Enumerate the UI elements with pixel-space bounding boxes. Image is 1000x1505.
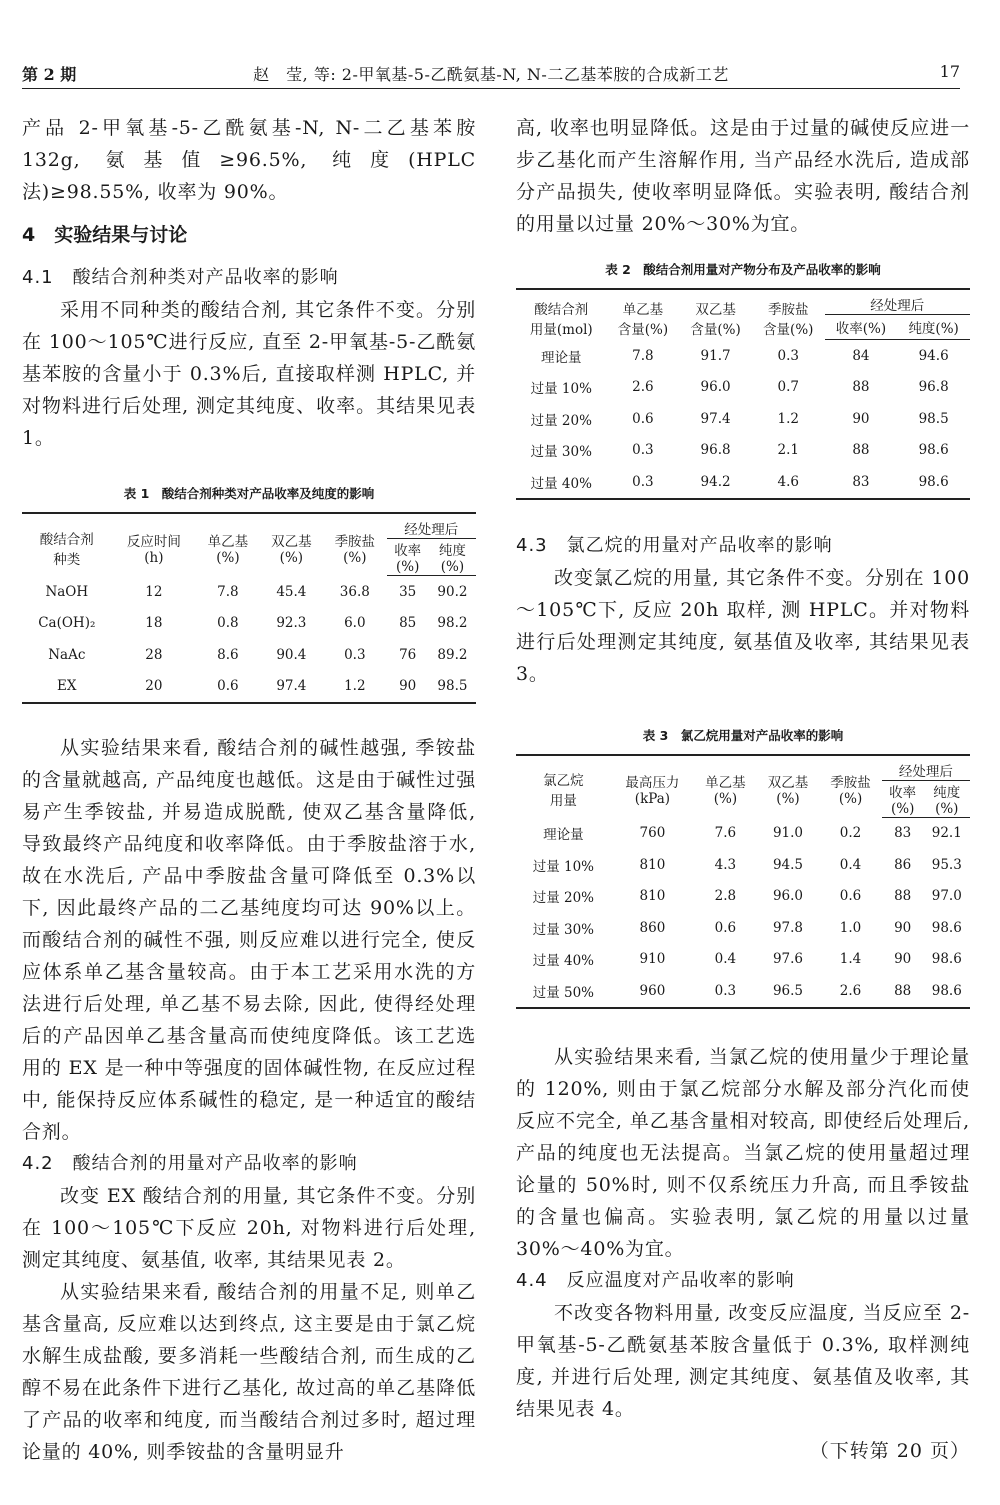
header-label: 双乙基 xyxy=(271,533,312,550)
table-row xyxy=(516,435,970,467)
section-4-2-paragraph: 改变 EX 酸结合剂的用量, 其它条件不变。分别在 100～105℃下反应 20h, 对物料进行后处理, 测定其纯度、氨基值, 收率, 其结果见表 2。 xyxy=(22,1185,476,1271)
table-cell: 过量 20% xyxy=(530,412,592,429)
table-cell: 0.6 xyxy=(632,410,654,427)
header-label: 最高压力 xyxy=(625,775,680,792)
table-cell: Ca(OH)₂ xyxy=(38,615,96,632)
header-label: 含量(%) xyxy=(617,321,669,338)
left-column xyxy=(22,112,476,1468)
table-cell: NaOH xyxy=(45,583,89,600)
table-cell: 1.4 xyxy=(839,951,862,968)
table-cell: 98.2 xyxy=(437,615,468,632)
right-column xyxy=(516,112,970,1425)
table-cell: 0.3 xyxy=(607,466,680,499)
table-cell: 0.4 xyxy=(714,951,737,968)
t1-col-time xyxy=(112,513,197,576)
table-cell: NaAc xyxy=(48,646,86,663)
table-cell: 4.3 xyxy=(714,856,737,873)
table-cell: 90 xyxy=(894,951,912,968)
table-row xyxy=(22,671,476,704)
table-cell: 98.6 xyxy=(924,975,970,1008)
page-number: 17 xyxy=(939,62,960,81)
table1 xyxy=(22,512,476,704)
section-4-1-discussion: 从实验结果来看, 酸结合剂的碱性越强, 季铵盐的含量就越高, 产品纯度也越低。这是由于碱性过强易产生季铵盐, 并易造成脱酰, 使双乙基含量降低, 导致最终产品纯度和收率降低。由于季胺盐溶于水, 故在水洗后, 产品中季胺盐含量可降低至 0.3%以下, 因此最终产品的二乙基纯度均可达 90%以上。而酸结合剂的碱性不强, 则反应难以进行完全, 使反应体系单乙基含量较高。由于本工艺采用水洗的方法进行后处理, 单乙基不易去除, 因此, 使得经处理后的产品因单乙基含量高而使纯度降低。该工艺选用的 EX 是一种中等强度的固体碱性物, 在反应过程中, 能保持反应体系碱性的稳定, 是一种适宜的酸结合剂。 xyxy=(22,737,476,1143)
t2-col-di xyxy=(679,289,752,340)
table-cell: 810 xyxy=(639,888,666,905)
table-cell: 90.4 xyxy=(276,646,307,663)
table-cell: 0.6 xyxy=(196,671,259,704)
table-cell: 12 xyxy=(145,583,163,600)
table-cell: 95.3 xyxy=(931,856,962,873)
header-label: 含量(%) xyxy=(763,321,814,338)
table-cell: 0.3 xyxy=(777,347,799,364)
header-label: 季胺盐 xyxy=(334,533,376,550)
header-label: 单乙基 xyxy=(622,301,664,318)
table-cell: 89.2 xyxy=(437,646,468,663)
header-label: (%) xyxy=(776,791,800,808)
table-cell: 97.4 xyxy=(700,410,731,427)
header-label: 种类 xyxy=(53,551,81,568)
table-cell: 过量 40% xyxy=(516,466,607,499)
table-cell: 理论量 xyxy=(543,827,584,843)
table-cell: 0.8 xyxy=(217,615,239,632)
header-label: 含量(%) xyxy=(690,321,741,338)
table-cell: 7.8 xyxy=(217,583,239,600)
table-cell: 35 xyxy=(399,583,417,600)
table-row xyxy=(516,881,970,913)
table3 xyxy=(516,754,970,1009)
section-4-3-heading: 4.3 氯乙烷的用量对产品收率的影响 xyxy=(516,534,833,556)
t2-col-quat xyxy=(752,289,825,340)
table-cell: 2.6 xyxy=(632,379,654,396)
table-cell: 810 xyxy=(639,856,666,873)
header-label: 用量(mol) xyxy=(529,321,593,338)
t1-col-di xyxy=(260,513,323,576)
header-label: 收率 xyxy=(394,543,422,559)
table-cell: 96.0 xyxy=(772,888,804,905)
t1-col-agent xyxy=(22,513,112,576)
table-cell: 过量 30% xyxy=(532,921,595,938)
header-label: (%) xyxy=(279,549,304,566)
header-label: (%) xyxy=(216,549,240,566)
header-label: 季胺盐 xyxy=(830,775,871,792)
page-header xyxy=(22,62,960,89)
table-cell: 20 xyxy=(112,671,197,704)
table-cell: 97.6 xyxy=(772,951,804,968)
table-cell: 92.1 xyxy=(931,825,962,842)
table-cell: 91.0 xyxy=(772,825,804,841)
header-label: 双乙基 xyxy=(695,301,736,318)
table-cell: 97.0 xyxy=(931,888,962,905)
t2-col-yield: 收率(%) xyxy=(825,315,898,340)
continued-note: （下转第 20 页） xyxy=(809,1440,970,1462)
header-label: 酸结合剂 xyxy=(534,301,589,318)
table-cell: 0.3 xyxy=(344,646,366,663)
t1-col-post: 经处理后 xyxy=(387,513,476,539)
table-cell: 2.1 xyxy=(777,442,799,459)
t1-col-purity xyxy=(429,539,476,576)
t3-col-yield xyxy=(882,780,924,817)
intro-paragraph: 产品 2-甲氧基-5-乙酰氨基-N, N-二乙基苯胺 132g, 氨基值≥96.5%, 纯度(HPLC 法)≥98.55%, 收率为 90%。 xyxy=(22,117,476,203)
table-cell: 96.8 xyxy=(918,379,949,396)
table1-caption: 表 1 酸结合剂种类对产品收率及纯度的影响 xyxy=(123,486,375,501)
table-cell: 91.7 xyxy=(700,347,731,364)
table-cell: 7.8 xyxy=(632,347,654,364)
table-cell: 94.6 xyxy=(918,347,949,364)
table-cell: 98.5 xyxy=(918,410,949,427)
table-cell: 760 xyxy=(639,825,666,841)
table-cell: 过量 10% xyxy=(532,858,595,875)
table-row xyxy=(516,372,970,404)
header-label: (%) xyxy=(396,559,420,575)
table-cell: 98.6 xyxy=(897,466,970,499)
t3-col-di xyxy=(757,755,820,818)
t1-col-mono xyxy=(196,513,259,576)
header-label: (%) xyxy=(838,791,863,808)
table-cell: 0.6 xyxy=(714,919,737,936)
header-label: 单乙基 xyxy=(207,533,249,550)
table-cell: 76 xyxy=(399,646,417,663)
table-cell: 83 xyxy=(894,825,912,842)
table-cell: 84 xyxy=(852,347,870,364)
header-label: (%) xyxy=(935,800,959,817)
t3-col-quat xyxy=(819,755,882,818)
table-cell: 4.6 xyxy=(752,466,825,499)
table-cell: 97.8 xyxy=(772,919,804,936)
table-cell: 2.6 xyxy=(819,975,882,1008)
table-cell: EX xyxy=(22,671,112,704)
table-cell: 98.6 xyxy=(918,442,949,459)
continued-paragraph: 高, 收率也明显降低。这是由于过量的碱使反应进一步乙基化而产生溶解作用, 当产品经水洗后, 造成部分产品损失, 使收率明显降低。实验表明, 酸结合剂的用量以过量 20%～30%为宜。 xyxy=(516,117,970,235)
table-cell: 8.6 xyxy=(217,646,239,663)
table-cell: 88 xyxy=(852,442,870,459)
header-label: 单乙基 xyxy=(705,775,746,792)
table-cell: 36.8 xyxy=(339,583,370,600)
table-cell: 0.7 xyxy=(777,379,799,396)
table-cell: 98.6 xyxy=(931,951,962,968)
table-cell: 90 xyxy=(387,671,429,704)
t3-col-mono xyxy=(694,755,757,818)
table-cell: 94.5 xyxy=(772,856,804,873)
table-cell: 960 xyxy=(611,975,694,1008)
header-label: (%) xyxy=(343,549,367,566)
table-cell: 88 xyxy=(894,888,912,905)
table-cell: 过量 10% xyxy=(530,381,592,398)
table-cell: 过量 40% xyxy=(532,953,595,970)
table-cell: 45.4 xyxy=(276,583,307,600)
t2-col-post: 经处理后 xyxy=(825,289,970,315)
table-cell: 96.5 xyxy=(757,975,820,1008)
header-label: (%) xyxy=(713,791,738,808)
table-cell: 96.0 xyxy=(700,379,731,396)
table-cell: 88 xyxy=(852,379,870,396)
table-cell: 92.3 xyxy=(276,615,307,632)
table-cell: 0.2 xyxy=(839,825,862,841)
table-cell: 0.4 xyxy=(839,856,862,873)
table-row xyxy=(516,466,970,499)
header-label: 收率 xyxy=(889,784,917,801)
issue-number: 第 2 期 xyxy=(22,65,77,84)
table-row xyxy=(516,403,970,435)
table-cell: 过量 20% xyxy=(532,890,595,907)
section-4-1-heading: 4.1 酸结合剂种类对产品收率的影响 xyxy=(22,267,339,288)
table-cell: 1.2 xyxy=(777,410,799,427)
table-row xyxy=(516,340,970,372)
table2 xyxy=(516,288,970,500)
table-cell: 0.3 xyxy=(632,442,654,459)
table-cell: 83 xyxy=(825,466,898,499)
table-cell: 98.6 xyxy=(931,919,962,936)
header-label: (kPa) xyxy=(634,791,671,808)
section-4-3-discussion: 从实验结果来看, 当氯乙烷的使用量少于理论量的 120%, 则由于氯乙烷部分水解及部分汽化而使反应不完全, 单乙基含量相对较高, 即使经后处理后, 产品的纯度也无法提高。当氯乙烷的使用量超过理论量的 50%时, 则不仅系统压力升高, 而且季铵盐的含量也偏高。实验表明, 氯乙烷的用量以过量 30%～40%为宜。 xyxy=(516,1045,970,1260)
table-row xyxy=(516,912,970,944)
table-cell: 6.0 xyxy=(344,615,366,632)
table-cell: 18 xyxy=(145,615,163,632)
table-cell: 2.8 xyxy=(714,888,737,905)
table-row xyxy=(22,639,476,671)
running-title: 赵 莹, 等: 2-甲氧基-5-乙酰氨基-N, N-二乙基苯胺的合成新工艺 xyxy=(253,65,729,84)
table-cell: 910 xyxy=(639,951,666,968)
table-cell: 96.8 xyxy=(700,442,731,459)
table-row xyxy=(22,576,476,608)
table-cell: 28 xyxy=(145,646,163,663)
t1-col-quat xyxy=(323,513,386,576)
t3-col-post: 经处理后 xyxy=(882,755,970,781)
section-4-4-heading: 4.4 反应温度对产品收率的影响 xyxy=(516,1269,795,1291)
header-label: (%) xyxy=(440,559,465,575)
section-4-heading: 4 实验结果与讨论 xyxy=(22,224,188,246)
table-cell: 理论量 xyxy=(541,349,582,366)
table-cell: 90.2 xyxy=(437,583,468,600)
header-label: 纯度 xyxy=(438,543,466,559)
table2-caption: 表 2 酸结合剂用量对产物分布及产品收率的影响 xyxy=(605,262,881,277)
table3-caption: 表 3 氯乙烷用量对产品收率的影响 xyxy=(642,727,844,743)
section-4-3-paragraph: 改变氯乙烷的用量, 其它条件不变。分别在 100～105℃下, 反应 20h 取样, 测 HPLC。并对物料进行后处理测定其纯度, 氨基值及收率, 其结果见表 3。 xyxy=(516,566,970,685)
table-cell: 94.2 xyxy=(679,466,752,499)
header-label: (h) xyxy=(144,549,164,566)
t2-col-agent xyxy=(516,289,607,340)
section-4-2-heading: 4.2 酸结合剂的用量对产品收率的影响 xyxy=(22,1153,358,1174)
table-cell: 860 xyxy=(639,919,666,936)
table-row xyxy=(516,975,970,1008)
table-cell: 1.2 xyxy=(323,671,386,704)
table-cell: 90 xyxy=(852,410,870,427)
table-cell: 0.3 xyxy=(694,975,757,1008)
t2-col-purity: 纯度(%) xyxy=(897,315,970,340)
table-cell: 1.0 xyxy=(839,919,862,936)
table-row xyxy=(516,944,970,976)
section-4-4-paragraph: 不改变各物料用量, 改变反应温度, 当反应至 2-甲氧基-5-乙酰氨基苯胺含量低于 0.3%, 取样测纯度, 并进行后处理, 测定其纯度、氨基值及收率, 其结果见表 4。 xyxy=(516,1301,970,1420)
section-4-1-paragraph: 采用不同种类的酸结合剂, 其它条件不变。分别在 100～105℃进行反应, 直至 2-甲氧基-5-乙酰氨基苯胺的含量小于 0.3%后, 直接取样测 HPLC, 并对物料进行后处理, 测定其纯度、收率。其结果见表 1。 xyxy=(22,299,476,449)
header-label: 酸结合剂 xyxy=(39,531,94,548)
table-cell: 过量 30% xyxy=(530,444,592,461)
header-label: 纯度 xyxy=(933,784,961,801)
table-cell: 0.6 xyxy=(839,888,862,905)
table-row xyxy=(22,608,476,640)
table-cell: 90 xyxy=(894,919,912,936)
t3-col-amount xyxy=(516,755,611,818)
section-4-2-discussion: 从实验结果来看, 酸结合剂的用量不足, 则单乙基含量高, 反应难以达到终点, 这主要是由于氯乙烷水解生成盐酸, 要多消耗一些酸结合剂, 而生成的乙醇不易在此条件下进行乙基化, 故过高的单乙基降低了产品的收率和纯度, 而当酸结合剂过多时, 超过理论量的 40%, 则季铵盐的含量明显升 xyxy=(22,1281,476,1463)
header-label: 季胺盐 xyxy=(768,301,809,318)
t1-col-yield xyxy=(387,539,429,576)
t3-col-pressure xyxy=(611,755,694,818)
t3-col-purity xyxy=(924,780,970,817)
table-row xyxy=(516,849,970,881)
table-cell: 86 xyxy=(894,856,912,873)
table-cell: 过量 50% xyxy=(516,975,611,1008)
header-label: 用量 xyxy=(549,793,577,810)
header-label: 氯乙烷 xyxy=(543,773,584,790)
header-label: (%) xyxy=(890,800,915,817)
table-cell: 98.5 xyxy=(429,671,476,704)
header-label: 双乙基 xyxy=(767,775,809,792)
t2-col-mono xyxy=(607,289,680,340)
table-row xyxy=(516,817,970,849)
table-cell: 97.4 xyxy=(260,671,323,704)
table-cell: 85 xyxy=(399,615,417,632)
table-cell: 7.6 xyxy=(714,825,737,841)
header-label: 反应时间 xyxy=(126,533,181,550)
table-cell: 88 xyxy=(882,975,924,1008)
